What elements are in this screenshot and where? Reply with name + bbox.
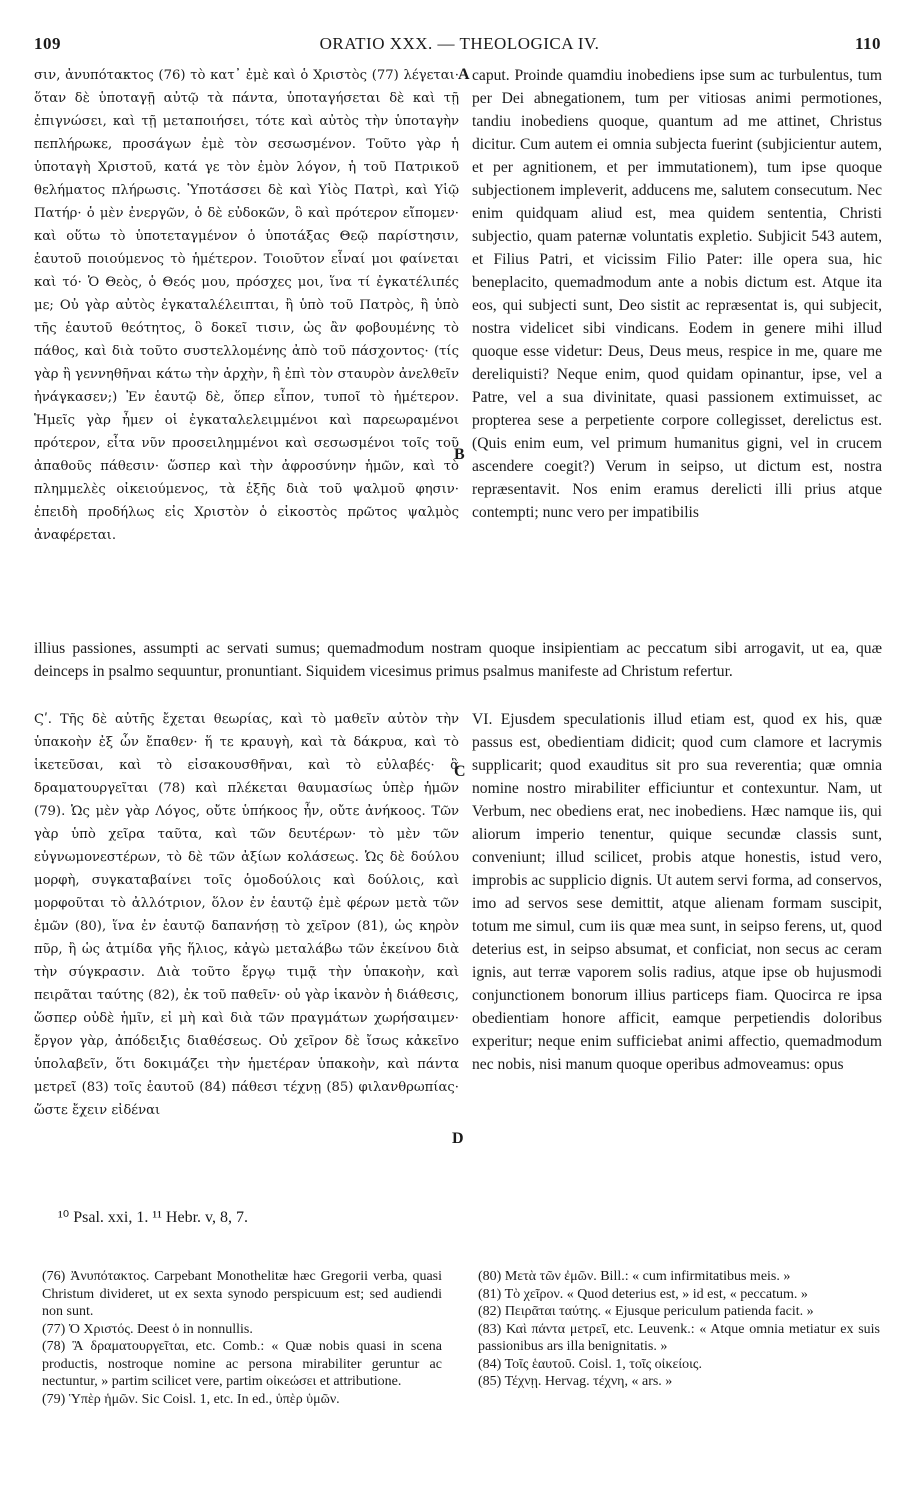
latin-column-bottom bbox=[472, 708, 882, 1076]
margin-letter-d: D bbox=[452, 1130, 464, 1147]
latin-spanning-text bbox=[34, 637, 882, 683]
footnote: (81) Τὸ χεῖρον. « Quod deterius est, » id est, « peccatum. » bbox=[478, 1286, 808, 1302]
greek-column-bottom bbox=[34, 708, 459, 1122]
page-header bbox=[30, 30, 889, 54]
footnote: (82) Πειρᾶται ταύτης. « Ejusque periculum patienda facit. » bbox=[478, 1304, 814, 1319]
greek-paragraph: σιν, ἀνυπότακτος (76) τὸ κατ᾽ ἐμὲ καὶ ὁ Χριστὸς (77) λέγεται· ὅταν δὲ ὑποταγῇ αὐτῷ τὰ πάντα, ὑποταγήσεται δὲ καὶ τῇ ἐπιγνώσει, καὶ τῇ μεταποιήσει, τότε καὶ αὐτὸς τὴν ὑποταγὴν πεπλήρωκε, προσάγων ἐμὲ τὸν σεσωσμένον. Τοῦτο γὰρ ἡ ὑποταγὴ Χριστοῦ, κατά γε τὸν ἐμὸν λόγον, ἡ τοῦ Πατρικοῦ θελήματος πλήρωσις. Ὑποτάσσει δὲ καὶ Υἱὸς Πατρὶ, καὶ Υἱῷ Πατήρ· ὁ μὲν ἐνεργῶν, ὁ δὲ εὐδοκῶν, ὃ καὶ πρότερον εἴπομεν· καὶ οὕτω τὸ ὑποτεταγμένον ὁ ὑποτάξας Θεῷ παρίστησιν, ἑαυτοῦ ποιούμενος τὸ ἡμέτερον. Τοιοῦτον εἶναί μοι φαίνεται καὶ τό· Ὁ Θεὸς, ὁ Θεός μου, πρόσχες μοι, ἵνα τί ἐγκατέλιπές με; Οὐ γὰρ αὐτὸς ἐγκαταλέλειπται, ἢ ὑπὸ τοῦ Πατρὸς, ἢ ὑπὸ τῆς ἑαυτοῦ θεότητος, ὃ δοκεῖ τισιν, ὡς ἂν φοβουμένης τὸ πάθος, καὶ διὰ τοῦτο συστελλομένης ἀπὸ τοῦ πάσχοντος· (τίς γὰρ ἢ γεννηθῆναι κάτω τὴν ἀρχὴν, ἢ ἐπὶ τὸν σταυρὸν ἀνελθεῖν ἠνάγκασεν;) Ἐν ἑαυτῷ δὲ, ὅπερ εἶπον, τυποῖ τὸ ἡμέτερον. Ἡμεῖς γὰρ ἦμεν οἱ ἐγκαταλελειμμένοι καὶ παρεωραμένοι πρότερον, εἶτα νῦν προσειλημμένοι καὶ σεσωσμένοι τοῖς τοῦ ἀπαθοῦς πάθεσιν· ὥσπερ καὶ τὴν ἀφροσύνην ἡμῶν, καὶ τὸ πλημμελὲς οἰκειούμενος, τὰ ἑξῆς διὰ τοῦ ψαλμοῦ φησιν· ἐπειδὴ προδήλως εἰς Χριστὸν ὁ εἰκοστὸς πρῶτος ψαλμὸς ἀναφέρεται. bbox=[34, 68, 459, 543]
footnote: (83) Καὶ πάντα μετρεῖ, etc. Leuvenk.: « Atque omnia metiatur ex suis passionibus ars illa benignitatis. » bbox=[478, 1321, 880, 1354]
footnote: (85) Τέχνῃ. Hervag. τέχνη, « ars. » bbox=[478, 1374, 673, 1389]
scripture-references: ¹⁰ Psal. xxi, 1. ¹¹ Hebr. v, 8, 7. bbox=[58, 1209, 248, 1226]
page-number-right: 110 bbox=[854, 34, 881, 53]
latin-spanning-paragraph: illius passiones, assumpti ac servati sumus; quemadmodum nostram quoque insipientiam ac peccatum sibi arrogavit, ut ea, quæ deinceps in psalmo sequuntur, pronuntiant. Siquidem vicesimus primus psalmus manifeste ad Christum refertur. bbox=[34, 640, 882, 680]
footnote: (77) Ὁ Χριστός. Deest ὁ in nonnullis. bbox=[42, 1321, 253, 1337]
latin-column-top bbox=[472, 64, 882, 524]
footnote: (80) Μετὰ τῶν ἐμῶν. Bill.: « cum infirmitatibus meis. » bbox=[478, 1269, 791, 1284]
footnote: (78) Ἃ δραματουργεῖται, etc. Comb.: « Quæ nobis quasi in scena productis, nostroque nomine ac persona mirabiliter geruntur ac nectuntur, » partim scilicet vere, partim οἰκεώσει et attributione. bbox=[42, 1339, 442, 1389]
greek-paragraph-section-6: Ϛʹ. Τῆς δὲ αὐτῆς ἔχεται θεωρίας, καὶ τὸ μαθεῖν αὐτὸν τὴν ὑπακοὴν ἐξ ὧν ἔπαθεν· ἥ τε κραυγὴ, καὶ τὰ δάκρυα, καὶ τὸ ἱκετεῦσαι, καὶ τὸ εἰσακουσθῆναι, καὶ τὸ εὐλαβές· ἃ δραματουργεῖται (78) καὶ πλέκεται θαυμασίως ὑπὲρ ἡμῶν (79). Ὡς μὲν γὰρ Λόγος, οὔτε ὑπήκοος ἦν, οὔτε ἀνήκοος. Τῶν γὰρ ὑπὸ χεῖρα ταῦτα, καὶ τῶν δευτέρων· τὸ μὲν τῶν εὐγνωμονεστέρων, τὸ δὲ τῶν ἀξίων κολάσεως. Ὡς δὲ δούλου μορφὴ, συγκαταβαίνει τοῖς ὁμοδούλοις καὶ δούλοις, καὶ μορφοῦται τὸ ἀλλότριον, ὅλον ἐν ἑαυτῷ ἐμὲ φέρων μετὰ τῶν ἐμῶν (80), ἵνα ἐν ἑαυτῷ δαπανήσῃ τὸ χεῖρον (81), ὡς κηρὸν πῦρ, ἢ ὡς ἀτμίδα γῆς ἥλιος, κἀγὼ μεταλάβω τῶν ἐκείνου διὰ τὴν σύγκρασιν. Διὰ τοῦτο ἔργῳ τιμᾷ τὴν ὑπακοὴν, καὶ πειρᾶται ταύτης (82), ἐκ τοῦ παθεῖν· οὐ γὰρ ἱκανὸν ἡ διάθεσις, ὥσπερ οὐδὲ ἡμῖν, εἰ μὴ καὶ διὰ τῶν πραγμάτων χωρήσαιμεν· ἔργον γὰρ, ἀπόδειξις διαθέσεως. Οὐ χεῖρον δὲ ἴσως κἀκεῖνο ὑπολαβεῖν, ὅτι δοκιμάζει τὴν ἡμετέραν ὑπακοὴν, καὶ πάντα μετρεῖ (83) τοῖς ἑαυτοῦ (84) πάθεσι τέχνῃ (85) φιλανθρωπίας· ὥστε ἔχειν εἰδέναι bbox=[34, 712, 459, 1118]
footnote: (84) Τοῖς ἑαυτοῦ. Coisl. 1, τοῖς οἰκείοις. bbox=[478, 1356, 702, 1372]
running-title: ORATIO XXX. — THEOLOGICA IV. bbox=[319, 34, 600, 53]
margin-letter-c: C bbox=[454, 763, 466, 780]
footnote: (76) Ἀνυπότακτος. Carpebant Monothelitæ hæc Gregorii verba, quasi Christum divideret, ut ex sexta synodo perspicuum est; sed audiendi non sunt. bbox=[42, 1269, 442, 1319]
latin-paragraph: caput. Proinde quamdiu inobediens ipse sum ac turbulentus, tum per Dei abnegationem, tum per vitiosas animi permotiones, tandiu inobediens quoque, quantum ad me attinet, Christus dicitur. Cum autem ei omnia subjecta fuerint (subjicientur autem, et per agnitionem, et per immutationem), tum ipse quoque subjectionem impleverit, adducens me, salutem consecutum. Nec enim quidquam aliud est, mea quidem sententia, Christi subjectio, quam paternæ voluntatis expletio. Subjicit 543 autem, et Filius Patri, et vicissim Filio Pater: ille opera sua, hic beneplacito, quemadmodum ante a nobis dictum est. Atque ita eos, qui subjecti sunt, Deo sistit ac repræsentat is, qui subjecit, nostra videlicet sibi vindicans. Eodem in genere mihi illud quoque esse videtur: Deus, Deus meus, respice in me, quare me dereliquisti? Neque enim, quod quidam opinantur, ipse, vel a Patre, vel a sua divinitate, quasi passionem extimuisset, ac propterea sese a perpetiente corpore collegisset, derelictus est. (Quis enim eum, vel primum humanitus gigni, vel in crucem ascendere coegit?) Verum in seipso, ut dictum est, nostra repræsentavit. Nos enim eramus derelicti illi prius atque contempti; nunc vero per impatibilis bbox=[472, 67, 882, 521]
latin-paragraph-section-6: VI. Ejusdem speculationis illud etiam est, quod ex his, quæ passus est, obedientiam didicit; quod cum clamore et lacrymis supplicarit; quod exauditus sit pro sua reverentia; quæ omnia nomine nostro mirabiliter efficiuntur et contexuntur. Nam, ut Verbum, nec obediens erat, nec inobediens. Hæc namque iis, qui aliorum imperio tenentur, quique secundæ classis sunt, conveniunt; illud scilicet, probis atque honestis, istud vero, improbis ac supplicio dignis. Ut autem servi forma, ad conservos, imo ad servos sese demittit, atque alienam formam suscipit, totum me simul, cum iis quæ mea sunt, in seipso ferens, ut, quod deterius est, in seipso absumat, et conficiat, non secus ac ceram ignis, aut terræ vaporem solis radius, atque ipse ob hujusmodi conjunctionem bonorum illius particeps fiam. Quocirca re ipsa obedientiam honore afficit, eamque perpetiendis doloribus experitur; neque enim sufficiebat animi affectio, quemadmodum nec nobis, nisi manum quoque operibus admoveamus: opus bbox=[472, 711, 882, 1073]
footnotes-left bbox=[42, 1268, 442, 1408]
footnotes-right bbox=[478, 1268, 880, 1391]
margin-letter-b: B bbox=[454, 446, 465, 463]
page-number-left: 109 bbox=[34, 34, 61, 53]
footnote: (79) Ὑπὲρ ἡμῶν. Sic Coisl. 1, etc. In ed., ὑπὲρ ὑμῶν. bbox=[42, 1391, 340, 1407]
margin-letter-a: A bbox=[458, 66, 470, 83]
greek-column-top bbox=[34, 64, 459, 547]
